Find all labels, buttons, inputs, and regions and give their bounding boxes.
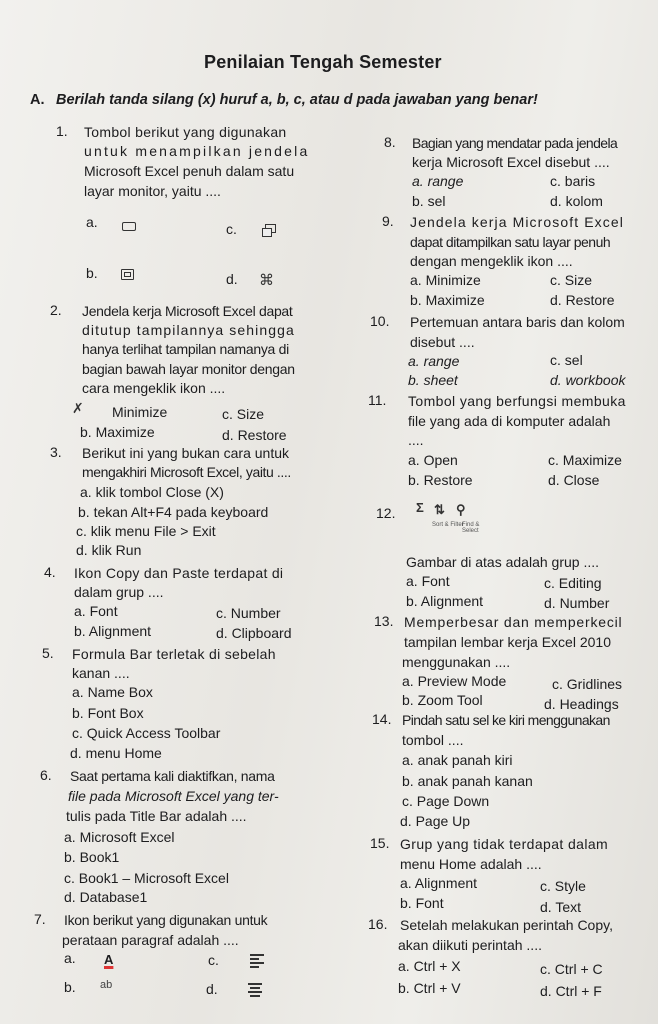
find-select-icon: ⚲ (456, 502, 466, 517)
question-text: menu Home adalah .... (400, 856, 542, 872)
option-c[interactable]: c. Gridlines (552, 676, 623, 692)
page-title: Penilaian Tengah Semester (204, 52, 442, 72)
question-text: mengakhiri Microsoft Excel, yaitu .... (82, 464, 291, 480)
close-window-icon: ⌘ (259, 272, 274, 289)
option-b[interactable]: b. Book1 (64, 849, 120, 865)
option-d[interactable]: d. Close (548, 472, 600, 488)
question-number: 2. (50, 302, 62, 318)
question-number: 10. (370, 313, 390, 329)
option-a[interactable]: a. Open (408, 452, 458, 468)
font-color-icon: A (104, 952, 114, 967)
question-text: cara mengeklik ikon .... (82, 380, 226, 396)
question-number: 8. (384, 134, 396, 150)
minimize-window-icon (122, 222, 136, 231)
question-number: 15. (370, 835, 390, 851)
option-a[interactable]: a. Minimize (410, 272, 481, 288)
option-c[interactable]: c. Size (550, 272, 593, 288)
option-b[interactable]: b. anak panah kanan (402, 773, 533, 789)
option-b[interactable]: b. Ctrl + V (398, 980, 461, 996)
option-d[interactable]: d. (226, 271, 238, 287)
question-number: 3. (50, 444, 62, 460)
option-d[interactable]: d. Headings (544, 696, 619, 712)
option-a[interactable]: a. (86, 214, 98, 230)
option-d[interactable]: d. workbook (550, 372, 626, 388)
question-text: Setelah melakukan perintah Copy, (400, 917, 613, 933)
option-c[interactable]: c. (226, 221, 237, 237)
autosum-icon: Σ (416, 500, 424, 515)
question-text: file pada Microsoft Excel yang ter- (68, 788, 279, 804)
question-text: dapat ditampilkan satu layar penuh (410, 234, 611, 250)
question-text: dalam grup .... (74, 584, 164, 600)
question-text: perataan paragraf adalah .... (62, 932, 239, 948)
maximize-window-icon (121, 269, 134, 280)
option-c[interactable]: c. Maximize (548, 452, 622, 468)
question-text: Pertemuan antara baris dan kolom (410, 314, 625, 330)
option-c[interactable]: c. Style (540, 878, 586, 894)
option-a[interactable]: a. Microsoft Excel (64, 829, 175, 845)
align-center-icon (248, 983, 262, 996)
question-text: Berikut ini yang bukan cara untuk (82, 445, 290, 461)
question-number: 14. (372, 711, 392, 727)
option-c[interactable]: c. klik menu File > Exit (76, 523, 216, 539)
option-a[interactable]: a. (64, 950, 76, 966)
option-a[interactable]: a. Font (406, 573, 450, 589)
option-c[interactable]: c. sel (550, 352, 583, 368)
option-a[interactable]: a. Preview Mode (402, 673, 507, 689)
question-number: 6. (40, 767, 52, 783)
question-text: Ikon berikut yang digunakan untuk (64, 912, 268, 928)
sort-filter-icon: ⇅ (434, 502, 445, 517)
instruction-text: Berilah tanda silang (x) huruf a, b, c, atau d pada jawaban yang benar! (56, 92, 538, 108)
question-text: Jendela kerja Microsoft Excel (410, 214, 624, 230)
question-number: 11. (368, 392, 387, 408)
question-text: Tombol yang berfungsi membuka (408, 393, 626, 409)
question-text: tombol .... (402, 732, 464, 748)
option-d[interactable]: d. Ctrl + F (540, 983, 602, 999)
question-text: .... (408, 432, 424, 448)
option-b[interactable]: b. tekan Alt+F4 pada keyboard (78, 504, 269, 520)
question-text: layar monitor, yaitu .... (84, 183, 221, 199)
question-text: menggunakan .... (402, 654, 511, 670)
find-select-label: Find & Select (462, 522, 480, 534)
option-a[interactable]: Minimize (112, 404, 168, 420)
option-c[interactable]: c. Size (222, 406, 265, 422)
question-text: Tombol berikut yang digunakan (84, 124, 287, 140)
option-c[interactable]: c. Page Down (402, 793, 490, 809)
question-text: Grup yang tidak terdapat dalam (400, 836, 609, 852)
option-d[interactable]: d. Restore (550, 292, 615, 308)
question-text: Saat pertama kali diaktifkan, nama (70, 768, 275, 784)
restore-window-icon (262, 224, 276, 236)
option-b[interactable]: b. sheet (408, 372, 458, 388)
option-a[interactable]: a. Name Box (72, 684, 153, 700)
option-b[interactable]: b. Font (400, 895, 444, 911)
question-text: Jendela kerja Microsoft Excel dapat (82, 303, 293, 319)
question-text: Ikon Copy dan Paste terdapat di (74, 565, 284, 581)
option-b[interactable]: b. (64, 979, 76, 995)
section-letter: A. (30, 92, 45, 108)
question-text: tampilan lembar kerja Excel 2010 (404, 634, 611, 650)
question-text: hanya terlihat tampilan namanya di (82, 341, 289, 357)
sort-filter-label: Sort & Filter (432, 522, 464, 528)
option-d[interactable]: d. Database1 (64, 889, 148, 905)
option-b[interactable]: b. Restore (408, 472, 473, 488)
question-text: untuk menampilkan jendela (84, 143, 310, 159)
question-text: Pindah satu sel ke kiri menggunakan (402, 712, 610, 728)
option-d[interactable]: d. Number (544, 595, 610, 611)
question-text: disebut .... (410, 334, 475, 350)
question-number: 13. (374, 613, 394, 629)
cross-mark: ✗ (72, 400, 84, 416)
option-c[interactable]: c. (208, 952, 219, 968)
option-c[interactable]: c. Ctrl + C (540, 961, 603, 977)
question-number: 4. (44, 564, 56, 580)
option-b[interactable]: b. Maximize (410, 292, 485, 308)
option-a[interactable]: a. Ctrl + X (398, 958, 461, 974)
question-number: 1. (56, 123, 68, 139)
option-d[interactable]: d. Restore (222, 427, 287, 443)
option-a[interactable]: a. anak panah kiri (402, 752, 513, 768)
section-instruction (30, 92, 538, 108)
option-b[interactable]: b. Zoom Tool (402, 692, 483, 708)
question-text: file yang ada di komputer adalah (408, 413, 611, 429)
option-c[interactable]: c. Book1 – Microsoft Excel (64, 870, 229, 886)
question-text: bagian bawah layar monitor dengan (82, 361, 295, 377)
option-a[interactable]: a. Font (74, 603, 118, 619)
question-text: tulis pada Title Bar adalah .... (66, 808, 247, 824)
question-text: ditutup tampilannya sehingga (82, 322, 295, 338)
question-number: 7. (34, 911, 46, 927)
option-b[interactable]: b. Alignment (406, 593, 484, 609)
question-text: akan diikuti perintah .... (398, 937, 542, 953)
question-text: Microsoft Excel penuh dalam satu (84, 163, 295, 179)
question-text: dengan mengeklik ikon .... (410, 253, 573, 269)
option-c[interactable]: c. baris (550, 173, 596, 189)
question-text: Formula Bar terletak di sebelah (72, 646, 276, 662)
highlight-icon: ab (100, 979, 113, 991)
question-text: Bagian yang mendatar pada jendela (412, 135, 618, 151)
option-d[interactable]: d. Page Up (400, 813, 471, 829)
editing-group-image (412, 500, 492, 536)
option-c[interactable]: c. Number (216, 605, 281, 621)
question-number: 9. (382, 213, 394, 229)
option-d[interactable]: d. menu Home (70, 745, 162, 761)
option-b[interactable]: b. sel (412, 193, 446, 209)
option-d[interactable]: d. klik Run (76, 542, 142, 558)
option-c[interactable]: c. Quick Access Toolbar (72, 725, 221, 741)
option-b[interactable]: b. (86, 265, 98, 281)
option-b[interactable]: b. Alignment (74, 623, 152, 639)
question-text: Memperbesar dan memperkecil (404, 614, 623, 630)
option-d[interactable]: d. (206, 981, 218, 997)
option-b[interactable]: b. Font Box (72, 705, 144, 721)
option-b[interactable]: b. Maximize (80, 424, 155, 440)
option-d[interactable]: d. Clipboard (216, 625, 292, 641)
option-a[interactable]: a. range (408, 353, 460, 369)
option-d[interactable]: d. Text (540, 899, 581, 915)
option-d[interactable]: d. kolom (550, 193, 603, 209)
question-text: kerja Microsoft Excel disebut .... (412, 154, 610, 170)
option-a[interactable]: a. Alignment (400, 875, 478, 891)
option-a[interactable]: a. range (412, 173, 464, 189)
option-c[interactable]: c. Editing (544, 575, 602, 591)
question-number: 16. (368, 916, 388, 932)
option-a[interactable]: a. klik tombol Close (X) (80, 484, 224, 500)
align-left-icon (250, 954, 264, 967)
question-number: 12. (376, 505, 396, 521)
question-text: Gambar di atas adalah grup .... (406, 554, 599, 570)
question-number: 5. (42, 645, 54, 661)
question-text: kanan .... (72, 665, 130, 681)
